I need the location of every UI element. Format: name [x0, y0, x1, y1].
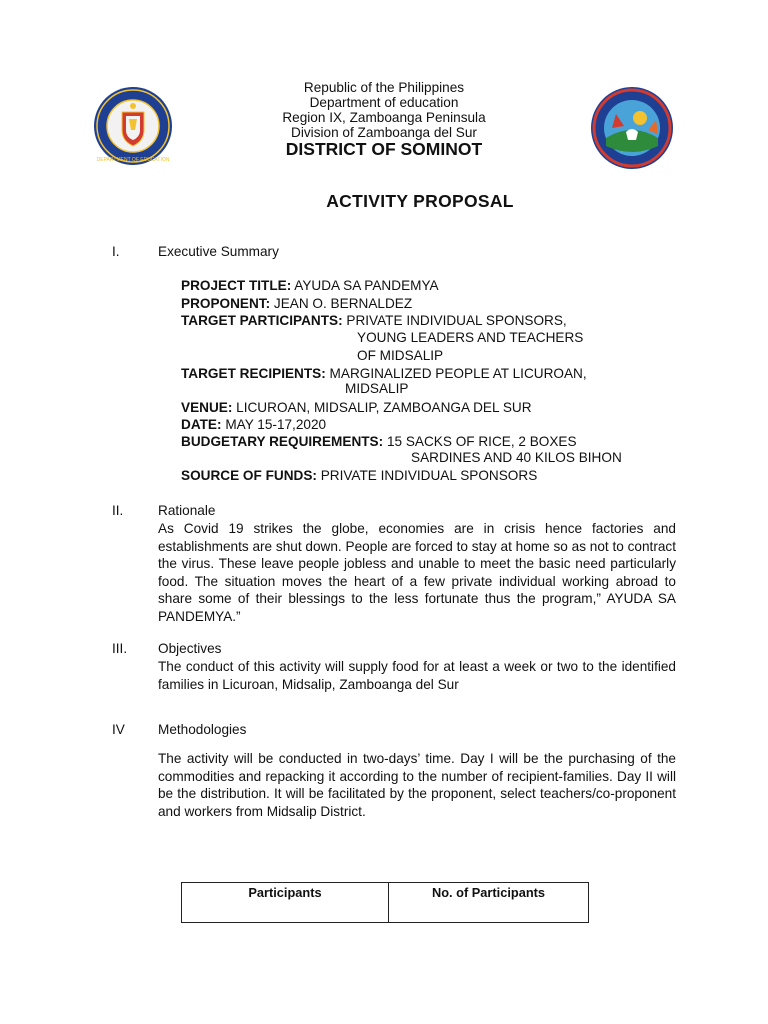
project-title-value: AYUDA SA PANDEMYA	[294, 278, 439, 293]
header-region: Region IX, Zamboanga Peninsula	[282, 110, 486, 125]
recipients-value-2: MIDSALIP	[345, 381, 409, 396]
section-4-number: IV	[112, 722, 125, 737]
section-4-heading: Methodologies	[158, 722, 247, 737]
objectives-text: The conduct of this activity will supply food for at least a week or two to the identified families in Licuroan, Midsalip, Zamboanga del Sur	[158, 659, 676, 692]
project-title-label: PROJECT TITLE:	[181, 278, 292, 293]
participants-column-header: Participants	[182, 883, 389, 923]
recipients-value-1: MARGINALIZED PEOPLE AT LICUROAN,	[329, 366, 587, 381]
budget-field	[181, 433, 577, 451]
venue-value: LICUROAN, MIDSALIP, ZAMBOANGA DEL SUR	[236, 400, 532, 415]
funds-value: PRIVATE INDIVIDUAL SPONSORS	[320, 468, 538, 483]
section-1-number: I.	[112, 244, 120, 259]
funds-label: SOURCE OF FUNDS:	[181, 468, 317, 483]
table-header-row	[182, 883, 589, 923]
date-value: MAY 15-17,2020	[225, 417, 327, 432]
header-division: Division of Zamboanga del Sur	[291, 125, 477, 140]
budget-value-2: SARDINES AND 40 KILOS BIHON	[411, 450, 622, 465]
district-heading: DISTRICT OF SOMINOT	[285, 139, 483, 159]
proponent-label: PROPONENT:	[181, 296, 271, 311]
proponent-value: JEAN O. BERNALDEZ	[273, 296, 413, 311]
participants-field	[181, 312, 567, 330]
methodologies-paragraph	[158, 750, 676, 820]
section-1-heading: Executive Summary	[158, 244, 279, 259]
header-republic: Republic of the Philippines	[303, 80, 465, 95]
recipients-field	[181, 365, 587, 383]
document-title: ACTIVITY PROPOSAL	[326, 191, 514, 211]
section-2-number: II.	[112, 503, 124, 518]
proponent-field	[181, 295, 412, 313]
budget-value-1: 15 SACKS OF RICE, 2 BOXES	[386, 434, 577, 449]
header-department: Department of education	[309, 95, 459, 110]
participants-table	[181, 882, 589, 923]
funds-field	[181, 467, 537, 485]
participants-value-3: OF MIDSALIP	[357, 348, 444, 363]
date-label: DATE:	[181, 417, 222, 432]
venue-label: VENUE:	[181, 400, 233, 415]
recipients-label: TARGET RECIPIENTS:	[181, 366, 326, 381]
section-2-heading: Rationale	[158, 503, 216, 518]
venue-field	[181, 399, 532, 417]
budget-label: BUDGETARY REQUIREMENTS:	[181, 434, 384, 449]
objectives-paragraph	[158, 658, 676, 693]
rationale-text: As Covid 19 strikes the globe, economies are in crisis hence factories and establishments are shut down. People are forced to stay at home so as not to contract the virus. These leave people jobless and unable to meet the basic need particularly food. The situation moves the heart of a few private individual working abroad to share some of their blessings to the less fortunate thus the program,” AYUDA SA PANDEMYA.”	[158, 521, 676, 624]
count-column-header: No. of Participants	[389, 883, 589, 923]
rationale-paragraph	[158, 520, 676, 626]
svg-text:DEPARTMENT OF EDUCATION: DEPARTMENT OF EDUCATION	[96, 157, 170, 163]
section-3-number: III.	[112, 641, 128, 656]
methodologies-text: The activity will be conducted in two-days’ time. Day I will be the purchasing of the commodities and repacking it according to the number of recipient-families. Day II will be the distribution. It will be facilitated by the proponent, select teachers/co-proponent and workers from Midsalip District.	[158, 751, 676, 819]
participants-value-1: PRIVATE INDIVIDUAL SPONSORS,	[346, 313, 567, 328]
project-title-field	[181, 277, 439, 295]
participants-label: TARGET PARTICIPANTS:	[181, 313, 343, 328]
participants-value-2: YOUNG LEADERS AND TEACHERS	[357, 330, 584, 345]
date-field	[181, 416, 326, 434]
section-3-heading: Objectives	[158, 641, 222, 656]
